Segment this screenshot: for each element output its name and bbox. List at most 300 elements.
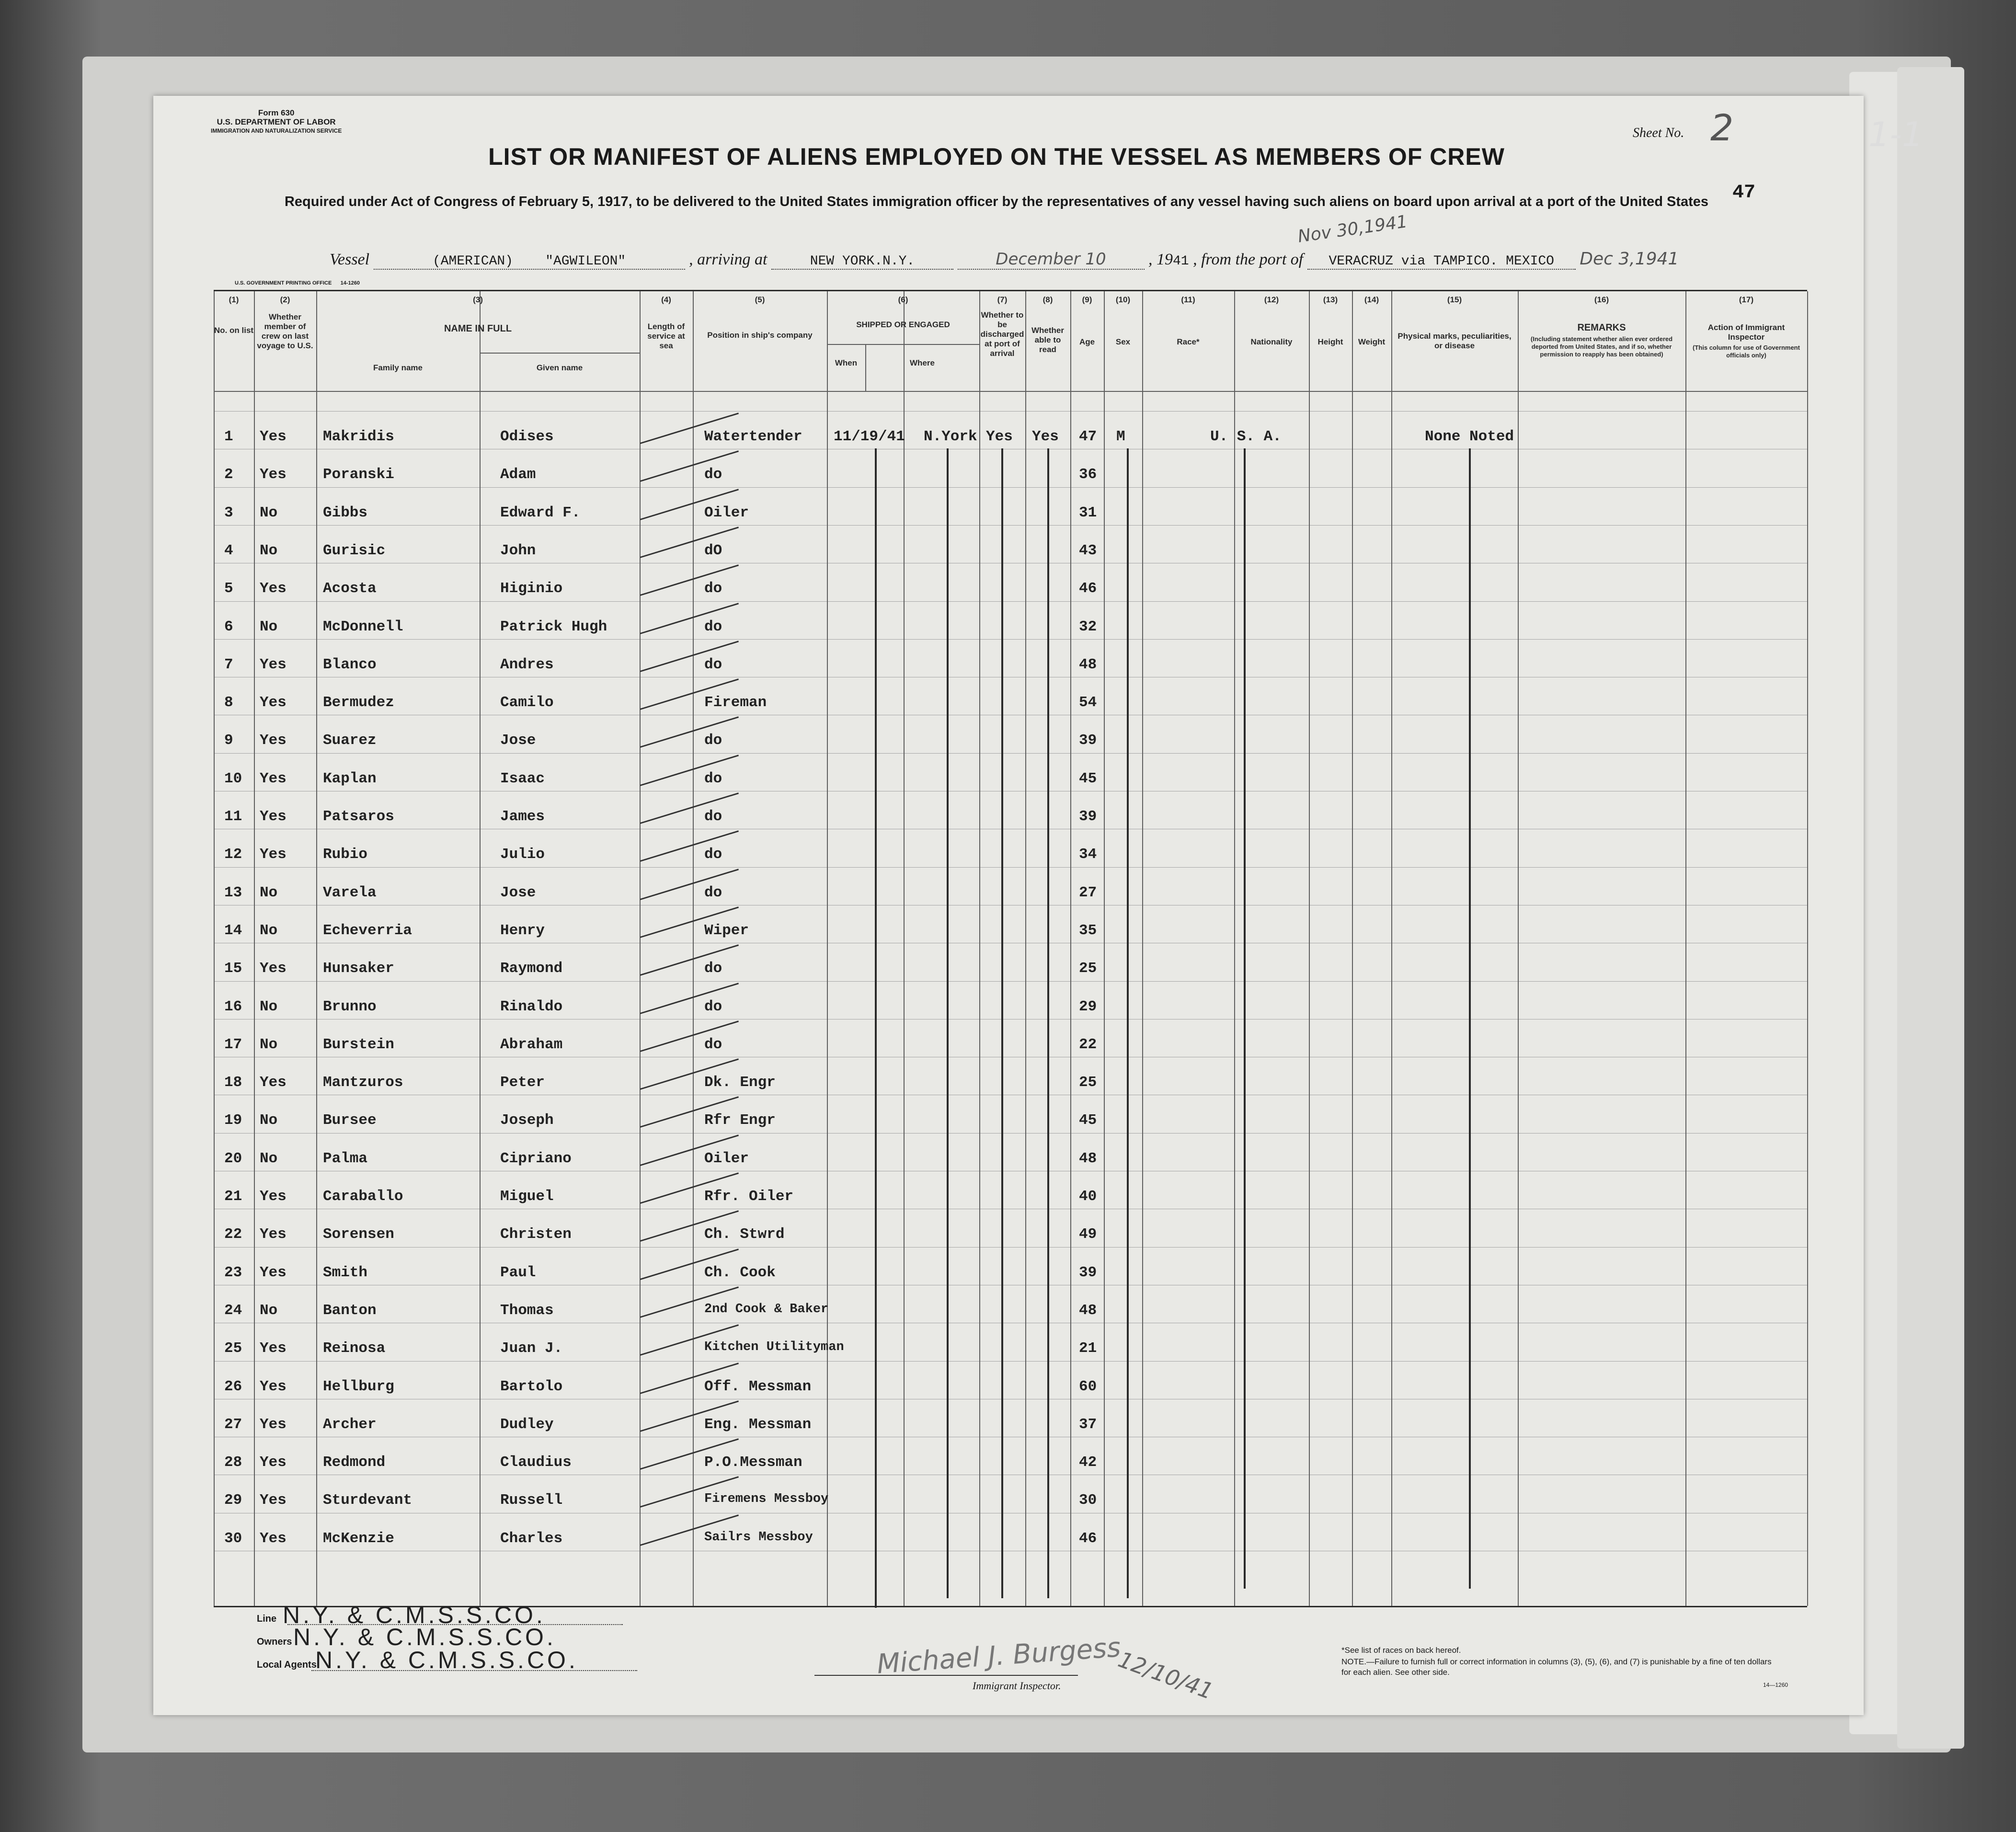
right-margin-number: 47 bbox=[1732, 182, 1756, 204]
family-name: Burstein bbox=[323, 1036, 394, 1053]
last-voyage: Yes bbox=[260, 656, 286, 673]
family-name: Suarez bbox=[323, 732, 377, 749]
position: do bbox=[704, 732, 722, 749]
position: do bbox=[704, 998, 722, 1015]
col13-number: (13) bbox=[1323, 295, 1338, 304]
col14-number: (14) bbox=[1364, 295, 1379, 304]
row-rule bbox=[214, 1361, 1807, 1362]
last-voyage: No bbox=[260, 618, 278, 635]
shipped-where: N.York bbox=[924, 428, 977, 445]
signed-date: 12/10/41 bbox=[1114, 1646, 1217, 1705]
row-rule bbox=[214, 753, 1807, 754]
position: Oiler bbox=[704, 504, 749, 521]
given-name: Peter bbox=[500, 1074, 545, 1091]
col6b-header: Where bbox=[910, 358, 935, 367]
age: 22 bbox=[1079, 1036, 1097, 1053]
col16-header: REMARKS bbox=[1577, 322, 1626, 333]
family-name: Mantzuros bbox=[323, 1074, 403, 1091]
col9-header: Age bbox=[1079, 337, 1095, 346]
position: Firemens Messboy bbox=[704, 1492, 829, 1507]
service-stroke bbox=[640, 831, 739, 862]
given-name: Dudley bbox=[500, 1416, 554, 1433]
last-voyage: Yes bbox=[260, 1416, 286, 1433]
family-name: Redmond bbox=[323, 1454, 386, 1471]
given-name: Thomas bbox=[500, 1302, 554, 1319]
given-name: Patrick Hugh bbox=[500, 618, 607, 635]
age: 45 bbox=[1079, 1112, 1097, 1129]
from-label: , from the port of bbox=[1193, 251, 1304, 268]
last-voyage: Yes bbox=[260, 1340, 286, 1357]
owners-label: Owners bbox=[257, 1637, 292, 1647]
last-voyage: Yes bbox=[260, 1226, 286, 1243]
family-name: Hunsaker bbox=[323, 960, 394, 977]
row-rule bbox=[214, 411, 1807, 412]
age: 49 bbox=[1079, 1226, 1097, 1243]
row-rule bbox=[214, 1133, 1807, 1134]
department: U.S. DEPARTMENT OF LABOR bbox=[217, 117, 336, 126]
owners-underline bbox=[287, 1624, 623, 1625]
shipped-when: 11/19/41 bbox=[834, 428, 905, 445]
col3-header: NAME IN FULL bbox=[444, 323, 512, 334]
service-stroke bbox=[640, 527, 739, 558]
col-rule bbox=[979, 291, 980, 1606]
col13-header: Height bbox=[1317, 337, 1343, 346]
given-name: Edward F. bbox=[500, 504, 581, 521]
list-number: 5 bbox=[224, 580, 233, 597]
service-stroke bbox=[640, 755, 739, 786]
list-number: 29 bbox=[224, 1492, 242, 1509]
col-rule bbox=[1391, 291, 1392, 1606]
given-name: Abraham bbox=[500, 1036, 563, 1053]
service-stroke bbox=[640, 451, 739, 482]
col16-subheader: (Including statement whether alien ever ordered deported from United States, and if so, whether permission to reapply has been obtained) bbox=[1530, 335, 1673, 358]
manifest-table bbox=[214, 290, 1807, 1607]
family-name: Echeverria bbox=[323, 922, 412, 939]
given-name: Isaac bbox=[500, 770, 545, 787]
row-rule bbox=[214, 981, 1807, 982]
last-voyage: Yes bbox=[260, 466, 286, 483]
col2-header: Whether member of crew on last voyage to U.S. bbox=[257, 312, 313, 350]
age: 48 bbox=[1079, 1150, 1097, 1167]
age: 37 bbox=[1079, 1416, 1097, 1433]
family-name: Blanco bbox=[323, 656, 377, 673]
position: do bbox=[704, 884, 722, 901]
family-name: Archer bbox=[323, 1416, 377, 1433]
col3a-header: Family name bbox=[373, 363, 423, 372]
last-voyage: No bbox=[260, 504, 278, 521]
list-number: 2 bbox=[224, 466, 233, 483]
service-stroke bbox=[640, 641, 739, 672]
service-stroke bbox=[640, 944, 739, 976]
col17-header: Action of Immigrant Inspector bbox=[1707, 323, 1785, 342]
list-number: 13 bbox=[224, 884, 242, 901]
family-name: Makridis bbox=[323, 428, 394, 445]
age: 43 bbox=[1079, 542, 1097, 559]
position: P.O.Messman bbox=[704, 1454, 802, 1471]
service-stroke bbox=[640, 717, 739, 748]
line-label: Line bbox=[257, 1614, 277, 1624]
last-voyage: No bbox=[260, 1302, 278, 1319]
family-name: Bursee bbox=[323, 1112, 377, 1129]
ditto-line bbox=[875, 448, 877, 1608]
col-rule bbox=[480, 291, 481, 1606]
position: do bbox=[704, 846, 722, 863]
last-voyage: No bbox=[260, 884, 278, 901]
page-title: LIST OR MANIFEST OF ALIENS EMPLOYED ON THE VESSEL AS MEMBERS OF CREW bbox=[488, 143, 1505, 170]
col11-header: Race* bbox=[1177, 337, 1200, 346]
owners-value: N.Y. & C.M.S.S.CO. bbox=[293, 1624, 556, 1650]
list-number: 11 bbox=[224, 808, 242, 825]
col-rule bbox=[1234, 291, 1235, 1606]
position: do bbox=[704, 808, 722, 825]
given-name: Paul bbox=[500, 1264, 536, 1281]
list-number: 23 bbox=[224, 1264, 242, 1281]
agents-value: N.Y. & C.M.S.S.CO. bbox=[315, 1647, 578, 1673]
position: Rfr. Oiler bbox=[704, 1188, 794, 1205]
col12-header: Nationality bbox=[1250, 337, 1293, 346]
list-number: 25 bbox=[224, 1340, 242, 1357]
row-rule bbox=[214, 525, 1807, 526]
row-rule bbox=[214, 1247, 1807, 1248]
last-voyage: Yes bbox=[260, 808, 286, 825]
year-suffix: 41 bbox=[1173, 254, 1189, 269]
col-rule bbox=[827, 291, 828, 1606]
list-number: 7 bbox=[224, 656, 233, 673]
position: Fireman bbox=[704, 694, 767, 711]
departure-port: VERACRUZ via TAMPICO. MEXICO bbox=[1307, 254, 1576, 270]
list-number: 10 bbox=[224, 770, 242, 787]
list-number: 1 bbox=[224, 428, 233, 445]
given-name: Joseph bbox=[500, 1112, 554, 1129]
corner-note: 1-1 bbox=[1868, 115, 1924, 154]
service-stroke bbox=[640, 603, 739, 634]
given-name: Christen bbox=[500, 1226, 572, 1243]
age: 60 bbox=[1079, 1378, 1097, 1395]
row-rule bbox=[214, 639, 1807, 640]
row-rule bbox=[214, 487, 1807, 488]
col-rule bbox=[1142, 291, 1143, 1606]
given-name: Adam bbox=[500, 466, 536, 483]
service-stroke bbox=[640, 792, 739, 824]
position: do bbox=[704, 618, 722, 635]
last-voyage: Yes bbox=[260, 580, 286, 597]
service: IMMIGRATION AND NATURALIZATION SERVICE bbox=[211, 127, 342, 134]
age: 46 bbox=[1079, 580, 1097, 597]
position: do bbox=[704, 656, 722, 673]
sex: M bbox=[1116, 428, 1125, 445]
list-number: 3 bbox=[224, 504, 233, 521]
col-rule bbox=[1807, 291, 1808, 1606]
list-number: 16 bbox=[224, 998, 242, 1015]
age: 35 bbox=[1079, 922, 1097, 939]
given-name: Bartolo bbox=[500, 1378, 563, 1395]
position: do bbox=[704, 580, 722, 597]
col9-number: (9) bbox=[1082, 295, 1092, 304]
col-rule bbox=[1352, 291, 1353, 1606]
given-name: Charles bbox=[500, 1530, 563, 1547]
family-name: Acosta bbox=[323, 580, 377, 597]
agents-underline bbox=[311, 1670, 637, 1671]
discharged: Yes bbox=[986, 428, 1013, 445]
family-name: Patsaros bbox=[323, 808, 394, 825]
list-number: 20 bbox=[224, 1150, 242, 1167]
family-name: Sorensen bbox=[323, 1226, 394, 1243]
given-name: Henry bbox=[500, 922, 545, 939]
last-voyage: Yes bbox=[260, 732, 286, 749]
given-name: Cipriano bbox=[500, 1150, 572, 1167]
position: Eng. Messman bbox=[704, 1416, 812, 1433]
position: Kitchen Utilityman bbox=[704, 1340, 844, 1355]
col4-number: (4) bbox=[661, 295, 671, 304]
col8-header: Whether able to read bbox=[1031, 326, 1064, 354]
col-rule bbox=[214, 291, 215, 1606]
stacked-pages-edge-2 bbox=[1897, 67, 1964, 1749]
list-number: 24 bbox=[224, 1302, 242, 1319]
ditto-line bbox=[1001, 448, 1003, 1598]
given-name: Rinaldo bbox=[500, 998, 563, 1015]
vessel-field bbox=[374, 254, 685, 270]
vessel-line bbox=[330, 249, 1679, 270]
service-stroke bbox=[640, 1020, 739, 1052]
list-number: 6 bbox=[224, 618, 233, 635]
position: Ch. Cook bbox=[704, 1264, 776, 1281]
line-value: N.Y. & C.M.S.S.CO. bbox=[283, 1602, 546, 1628]
last-voyage: Yes bbox=[260, 1264, 286, 1281]
family-name: Rubio bbox=[323, 846, 368, 863]
col-rule bbox=[1518, 291, 1519, 1606]
gpo-code: 14-1260 bbox=[340, 280, 360, 286]
given-name: Miguel bbox=[500, 1188, 554, 1205]
col3b-header: Given name bbox=[536, 363, 583, 372]
last-voyage: No bbox=[260, 998, 278, 1015]
last-voyage: Yes bbox=[260, 1454, 286, 1471]
given-name: Jose bbox=[500, 732, 536, 749]
col17-subheader: (This column for use of Government officials only) bbox=[1693, 344, 1800, 359]
list-number: 28 bbox=[224, 1454, 242, 1471]
given-name: John bbox=[500, 542, 536, 559]
age: 39 bbox=[1079, 1264, 1097, 1281]
age: 40 bbox=[1079, 1188, 1097, 1205]
ditto-line bbox=[1469, 448, 1471, 1589]
col15-number: (15) bbox=[1447, 295, 1462, 304]
position: Watertender bbox=[704, 428, 802, 445]
arrival-date: December 10 bbox=[958, 250, 1145, 270]
agents-label: Local Agents bbox=[257, 1660, 317, 1670]
family-name: Varela bbox=[323, 884, 377, 901]
last-voyage: Yes bbox=[260, 428, 286, 445]
position: Ch. Stwrd bbox=[704, 1226, 785, 1243]
given-name: Andres bbox=[500, 656, 554, 673]
list-number: 15 bbox=[224, 960, 242, 977]
family-name: Sturdevant bbox=[323, 1492, 412, 1509]
family-name: Gibbs bbox=[323, 504, 368, 521]
col6-number: (6) bbox=[898, 295, 908, 304]
position: Rfr Engr bbox=[704, 1112, 776, 1129]
family-name: Smith bbox=[323, 1264, 368, 1281]
list-number: 9 bbox=[224, 732, 233, 749]
able-to-read: Yes bbox=[1032, 428, 1059, 445]
position: do bbox=[704, 1036, 722, 1053]
last-voyage: Yes bbox=[260, 960, 286, 977]
col-rule bbox=[254, 291, 255, 1606]
list-number: 22 bbox=[224, 1226, 242, 1243]
family-name: Banton bbox=[323, 1302, 377, 1319]
last-voyage: Yes bbox=[260, 846, 286, 863]
departure-date-1: Nov 30,1941 bbox=[1296, 212, 1409, 247]
given-name: Raymond bbox=[500, 960, 563, 977]
last-voyage: No bbox=[260, 1112, 278, 1129]
col17-number: (17) bbox=[1739, 295, 1754, 304]
col-rule bbox=[1309, 291, 1310, 1606]
sheet-label: Sheet No. bbox=[1633, 126, 1684, 140]
header-bottom-rule bbox=[214, 391, 1807, 392]
departure-date-2: Dec 3,1941 bbox=[1580, 249, 1679, 269]
age: 25 bbox=[1079, 960, 1097, 977]
list-number: 14 bbox=[224, 922, 242, 939]
age: 34 bbox=[1079, 846, 1097, 863]
col4-header: Length of service at sea bbox=[647, 322, 685, 350]
vessel-name: "AGWILEON" bbox=[545, 254, 626, 269]
age: 21 bbox=[1079, 1340, 1097, 1357]
list-number: 4 bbox=[224, 542, 233, 559]
col6-header: SHIPPED OR ENGAGED bbox=[856, 320, 950, 329]
service-stroke bbox=[640, 983, 739, 1014]
col-rule bbox=[904, 291, 905, 1606]
given-name: Odises bbox=[500, 428, 554, 445]
service-stroke bbox=[640, 869, 739, 900]
list-number: 19 bbox=[224, 1112, 242, 1129]
col14-header: Weight bbox=[1358, 337, 1386, 346]
col-rule bbox=[693, 291, 694, 1606]
last-voyage: Yes bbox=[260, 1530, 286, 1547]
list-number: 8 bbox=[224, 694, 233, 711]
age: 39 bbox=[1079, 732, 1097, 749]
age: 31 bbox=[1079, 504, 1097, 521]
position: Dk. Engr bbox=[704, 1074, 776, 1091]
col1-header: No. on list bbox=[214, 326, 254, 335]
age: 27 bbox=[1079, 884, 1097, 901]
col-rule bbox=[1685, 291, 1686, 1606]
gpo-text: U.S. GOVERNMENT PRINTING OFFICE bbox=[235, 280, 332, 286]
col12-number: (12) bbox=[1264, 295, 1279, 304]
age: 42 bbox=[1079, 1454, 1097, 1471]
position: do bbox=[704, 770, 722, 787]
col-rule bbox=[1025, 291, 1026, 1606]
ditto-line bbox=[947, 448, 949, 1598]
col11-number: (11) bbox=[1181, 295, 1195, 304]
age: 30 bbox=[1079, 1492, 1097, 1509]
name-sub-rule bbox=[480, 353, 640, 354]
age: 48 bbox=[1079, 1302, 1097, 1319]
list-number: 30 bbox=[224, 1530, 242, 1547]
position: do bbox=[704, 466, 722, 483]
col-rule bbox=[1070, 291, 1071, 1606]
age: 39 bbox=[1079, 808, 1097, 825]
family-name: McKenzie bbox=[323, 1530, 394, 1547]
page-subtitle: Required under Act of Congress of February 5, 1917, to be delivered to the United States immigration officer by the representatives of any vessel having such aliens on board upon arrival at a port of the United States bbox=[284, 194, 1709, 209]
form-number: Form 630 bbox=[258, 108, 295, 117]
family-name: Poranski bbox=[323, 466, 394, 483]
given-name: Jose bbox=[500, 884, 536, 901]
age: 29 bbox=[1079, 998, 1097, 1015]
col16-number: (16) bbox=[1594, 295, 1609, 304]
last-voyage: Yes bbox=[260, 1492, 286, 1509]
inspector-label: Immigrant Inspector. bbox=[973, 1680, 1061, 1692]
family-name: Gurisic bbox=[323, 542, 386, 559]
family-name: Palma bbox=[323, 1150, 368, 1167]
family-name: Caraballo bbox=[323, 1188, 403, 1205]
last-voyage: Yes bbox=[260, 694, 286, 711]
arriving-label: , arriving at bbox=[689, 251, 767, 268]
position: Wiper bbox=[704, 922, 749, 939]
given-name: Claudius bbox=[500, 1454, 572, 1471]
col10-number: (10) bbox=[1115, 295, 1131, 304]
last-voyage: No bbox=[260, 1036, 278, 1053]
last-voyage: No bbox=[260, 922, 278, 939]
col1-number: (1) bbox=[229, 295, 239, 304]
arriving-port: NEW YORK.N.Y. bbox=[771, 254, 953, 270]
footnote-penalty: NOTE.—Failure to furnish full or correct information in columns (3), (5), (6), and (7) is punishable by a fine of ten dollars for each alien. See other side. bbox=[1341, 1657, 1772, 1677]
family-name: McDonnell bbox=[323, 618, 403, 635]
age: 47 bbox=[1079, 428, 1097, 445]
age: 32 bbox=[1079, 618, 1097, 635]
family-name: Kaplan bbox=[323, 770, 377, 787]
vessel-nationality: (AMERICAN) bbox=[432, 254, 513, 269]
col-rule bbox=[316, 291, 317, 1606]
nationality: U. S. A. bbox=[1210, 428, 1282, 445]
last-voyage: No bbox=[260, 542, 278, 559]
col8-number: (8) bbox=[1042, 295, 1053, 304]
gpo-imprint bbox=[235, 280, 360, 286]
last-voyage: Yes bbox=[260, 1074, 286, 1091]
form-identifier bbox=[211, 108, 342, 136]
family-name: Brunno bbox=[323, 998, 377, 1015]
col15-header: Physical marks, peculiarities, or disease bbox=[1397, 332, 1512, 350]
given-name: Russell bbox=[500, 1492, 563, 1509]
family-name: Hellburg bbox=[323, 1378, 394, 1395]
given-name: Camilo bbox=[500, 694, 554, 711]
family-name: Bermudez bbox=[323, 694, 394, 711]
last-voyage: Yes bbox=[260, 1188, 286, 1205]
last-voyage: No bbox=[260, 1150, 278, 1167]
col7-number: (7) bbox=[997, 295, 1008, 304]
position: Off. Messman bbox=[704, 1378, 812, 1395]
list-number: 27 bbox=[224, 1416, 242, 1433]
list-number: 26 bbox=[224, 1378, 242, 1395]
list-number: 12 bbox=[224, 846, 242, 863]
row-rule bbox=[214, 601, 1807, 602]
ditto-line bbox=[1127, 448, 1129, 1598]
age: 36 bbox=[1079, 466, 1097, 483]
list-number: 21 bbox=[224, 1188, 242, 1205]
position: Sailrs Messboy bbox=[704, 1530, 813, 1545]
position: Oiler bbox=[704, 1150, 749, 1167]
sheet-number: 2 bbox=[1710, 106, 1734, 149]
inspector-signature: Michael J. Burgess bbox=[876, 1632, 1122, 1680]
given-name: Higinio bbox=[500, 580, 563, 597]
position: dO bbox=[704, 542, 722, 559]
col2-number: (2) bbox=[280, 295, 290, 304]
list-number: 17 bbox=[224, 1036, 242, 1053]
vessel-label: Vessel bbox=[330, 251, 370, 268]
given-name: Juan J. bbox=[500, 1340, 563, 1357]
col7-header: Whether to be discharged at port of arrival bbox=[980, 310, 1024, 358]
row-rule bbox=[214, 867, 1807, 868]
col6a-header: When bbox=[835, 358, 858, 367]
col5-header: Position in ship's company bbox=[707, 331, 813, 340]
age: 25 bbox=[1079, 1074, 1097, 1091]
last-voyage: Yes bbox=[260, 1378, 286, 1395]
